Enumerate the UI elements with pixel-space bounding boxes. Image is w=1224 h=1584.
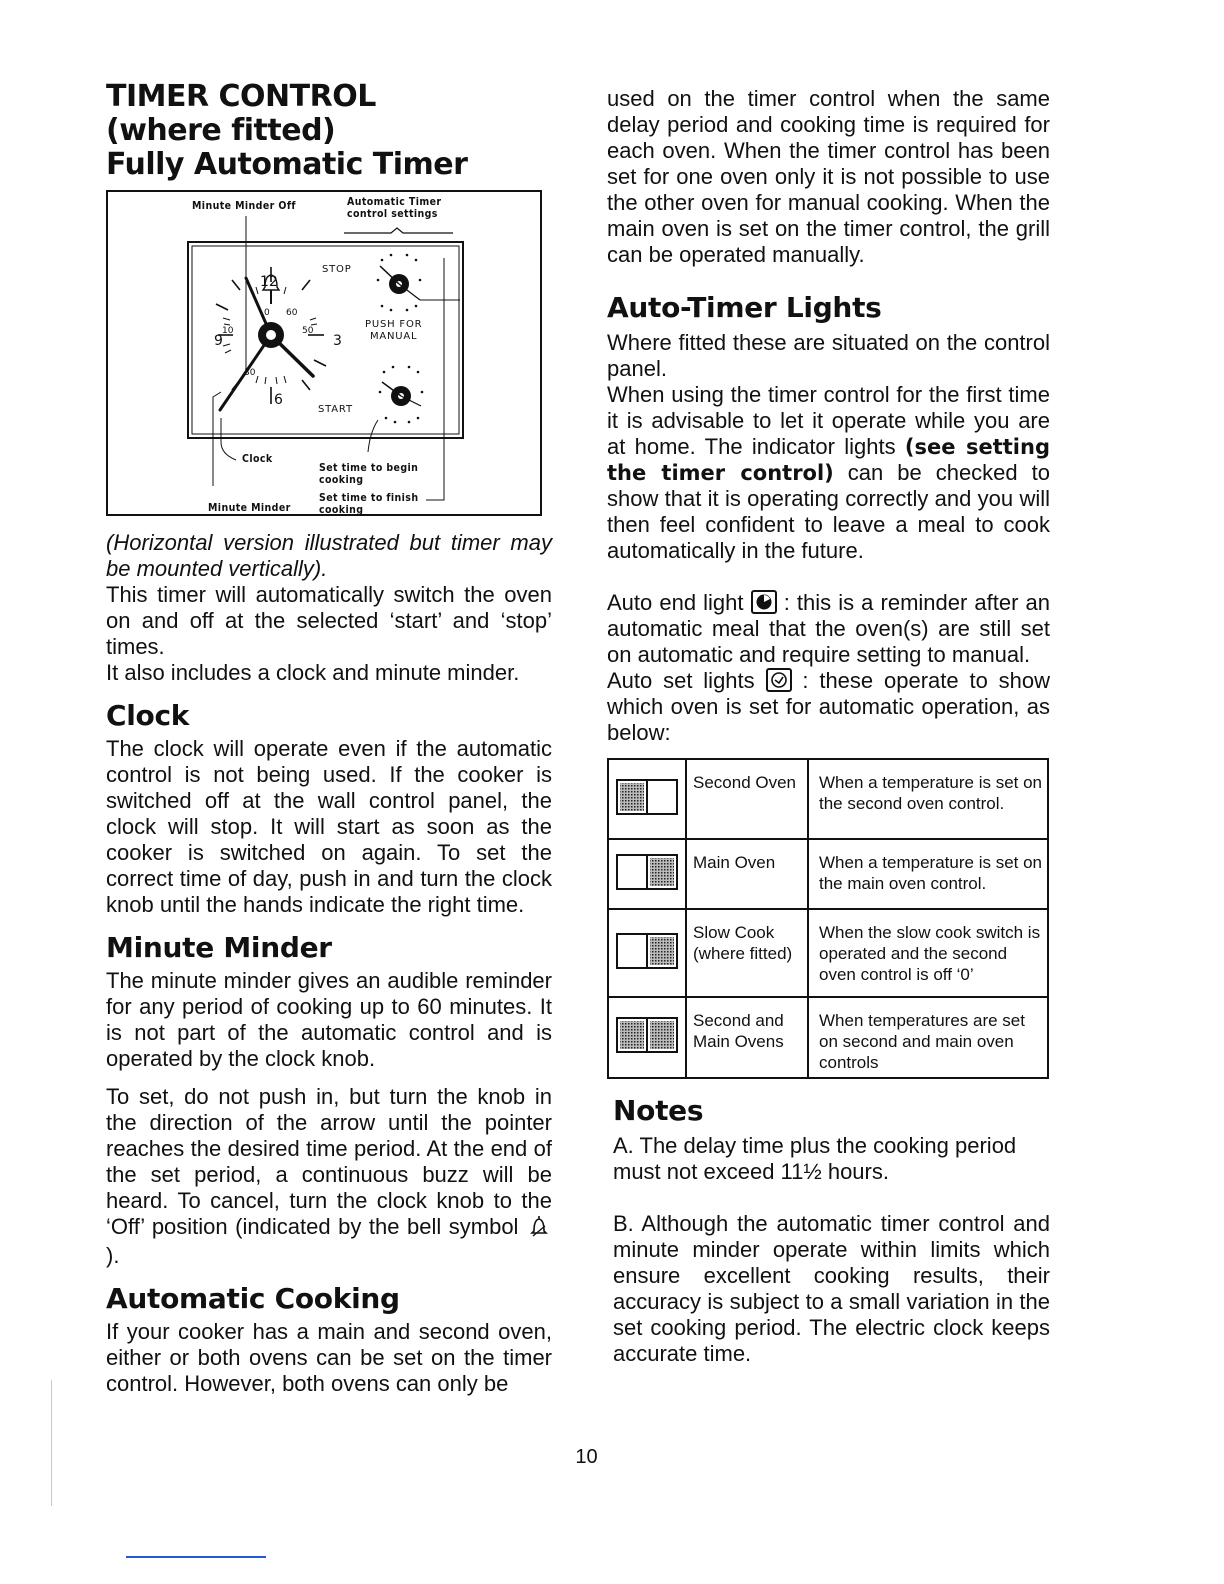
automatic-cooking-heading: Automatic Cooking [106,1282,400,1315]
indicator-cell [608,759,686,839]
light-description: When a temperature is set on the second oven control. [808,759,1048,839]
minute-minder-heading: Minute Minder [106,931,332,964]
minute-minder-paragraph: The minute minder gives an audible reminder for any period of cooking up to 60 minutes. It is not part of the automatic control and is operated by the clock knob. [106,968,552,1071]
timer-diagram [106,190,542,516]
page-edge-line [51,1380,52,1506]
lights-cross-reference: (see setting the timer control) [607,435,1050,485]
automatic-cooking-paragraph: If your cooker has a main and second oven, either or both ovens can be set on the timer control. However, both ovens can only be [106,1319,552,1396]
minder-number-0: 0 [264,308,270,318]
minder-number-50: 50 [302,326,314,336]
auto-set-lights-table [607,758,1049,1079]
auto-set-lights-paragraph [607,668,1050,746]
table-row [608,997,1048,1078]
dial-number-3: 3 [333,333,342,349]
intro-paragraph: This timer will automatically switch the oven on and off at the selected ‘start’ and ‘stop’ times. [106,582,552,659]
page-subtitle: (where fitted) [106,113,336,148]
minute-minder-paragraph-2 [106,1084,552,1269]
lights-text-a: When using the timer control for the first time it is advisable to let it operate while you are at home. The indicator lights [607,382,1050,459]
auto-timer-lights-heading: Auto-Timer Lights [607,291,882,324]
auto-set-lights-label: Auto set lights [607,668,755,693]
bottom-accent-line [126,1556,266,1558]
continued-paragraph: used on the timer control when the same delay period and cooking time is required for each oven. When the timer control has been set for one oven only it is not possible to use the other oven for manual cooking. When the main oven is set on the timer control, the grill can be operated manually. [607,86,1050,267]
label-set-time-begin: Set time to begin cooking [319,462,419,486]
bell-icon [530,1215,548,1243]
oven-name: Second and Main Ovens [686,997,808,1078]
label-minute-minder-off: Minute Minder Off [192,200,296,212]
light-description: When a temperature is set on the main oven control. [808,839,1048,909]
label-push-for-manual: PUSH FOR MANUAL [365,319,423,342]
lights-paragraph-2 [607,382,1050,564]
light-description: When the slow cook switch is operated and the second oven control is off ‘0’ [808,909,1048,997]
label-automatic-timer: Automatic Timer control settings [347,196,442,220]
auto-end-light-paragraph [607,590,1050,668]
auto-end-light-text: : this is a reminder after an automatic meal that the oven(s) are still set on automatic and require setting to manual. [607,590,1050,667]
intro-paragraph-2: It also includes a clock and minute minder. [106,660,520,685]
both-ovens-indicator-icon [616,1017,678,1053]
label-set-time-finish: Set time to finish cooking [319,492,419,516]
label-minute-minder: Minute Minder [208,502,291,514]
minder-set-text-end: ). [106,1243,120,1268]
diagram-caption: (Horizontal version illustrated but timer may be mounted vertically). [106,530,552,581]
section-title-fully-automatic: Fully Automatic Timer [106,147,468,182]
left-column [106,80,552,1397]
minder-number-30: 30 [244,368,256,378]
notes-heading: Notes [613,1094,704,1127]
oven-name: Slow Cook (where fitted) [686,909,808,997]
minder-number-60: 60 [286,308,298,318]
table-row [608,759,1048,839]
note-b: B. Although the automatic timer control and minute minder operate within limits which ensure excellent cooking results, their accuracy is subject to a small variation in the set cooking period. The electric clock keeps accurate time. [613,1211,1050,1366]
auto-set-light-icon [766,668,792,692]
clock-heading: Clock [106,699,190,732]
page-number: 10 [575,1446,598,1468]
label-start: START [318,404,353,415]
page-title: TIMER CONTROL [106,79,376,114]
indicator-cell [608,909,686,997]
right-column [607,86,1050,1367]
oven-name: Second Oven [686,759,808,839]
start-dial [379,366,424,424]
indicator-cell [608,839,686,909]
note-a: A. The delay time plus the cooking period must not exceed 11½ hours. [613,1133,1017,1184]
minder-number-10: 10 [222,326,234,336]
label-clock: Clock [242,453,273,465]
stop-dial [377,254,460,312]
clock-paragraph: The clock will operate even if the automatic control is not being used. If the cooker is switched off at the wall control panel, the clock will stop. It will start as soon as the cooker is switched on again. To set the correct time of day, push in and turn the clock knob until the hands indicate the right time. [106,736,552,917]
main-oven-indicator-icon [616,854,678,890]
dial-number-12: 12 [260,274,278,290]
second-oven-indicator-icon [616,779,678,815]
lights-paragraph-1: Where fitted these are situated on the control panel. [607,330,1050,381]
table-row [608,839,1048,909]
auto-set-lights-text: : these operate to show which oven is set for automatic operation, as below: [607,668,1051,745]
lights-text-b: can be checked to show that it is operating correctly and you will then feel confident to leave a meal to cook automatically in the future. [607,460,1050,563]
dial-number-9: 9 [214,333,223,349]
table-row [608,909,1048,997]
oven-name: Main Oven [686,839,808,909]
label-stop: STOP [322,264,352,275]
auto-end-light-label: Auto end light [607,590,744,615]
auto-end-light-icon [751,590,777,614]
minder-set-text: To set, do not push in, but turn the knob in the direction of the arrow until the pointer reaches the desired time period. At the end of the set period, a continuous buzz will be heard. To cancel, turn the clock knob to the ‘Off’ position (indicated by the bell symbol [106,1084,552,1239]
indicator-cell [608,997,686,1078]
slow-cook-indicator-icon [616,933,678,969]
light-description: When temperatures are set on second and main oven controls [808,997,1048,1078]
dial-number-6: 6 [274,392,283,408]
